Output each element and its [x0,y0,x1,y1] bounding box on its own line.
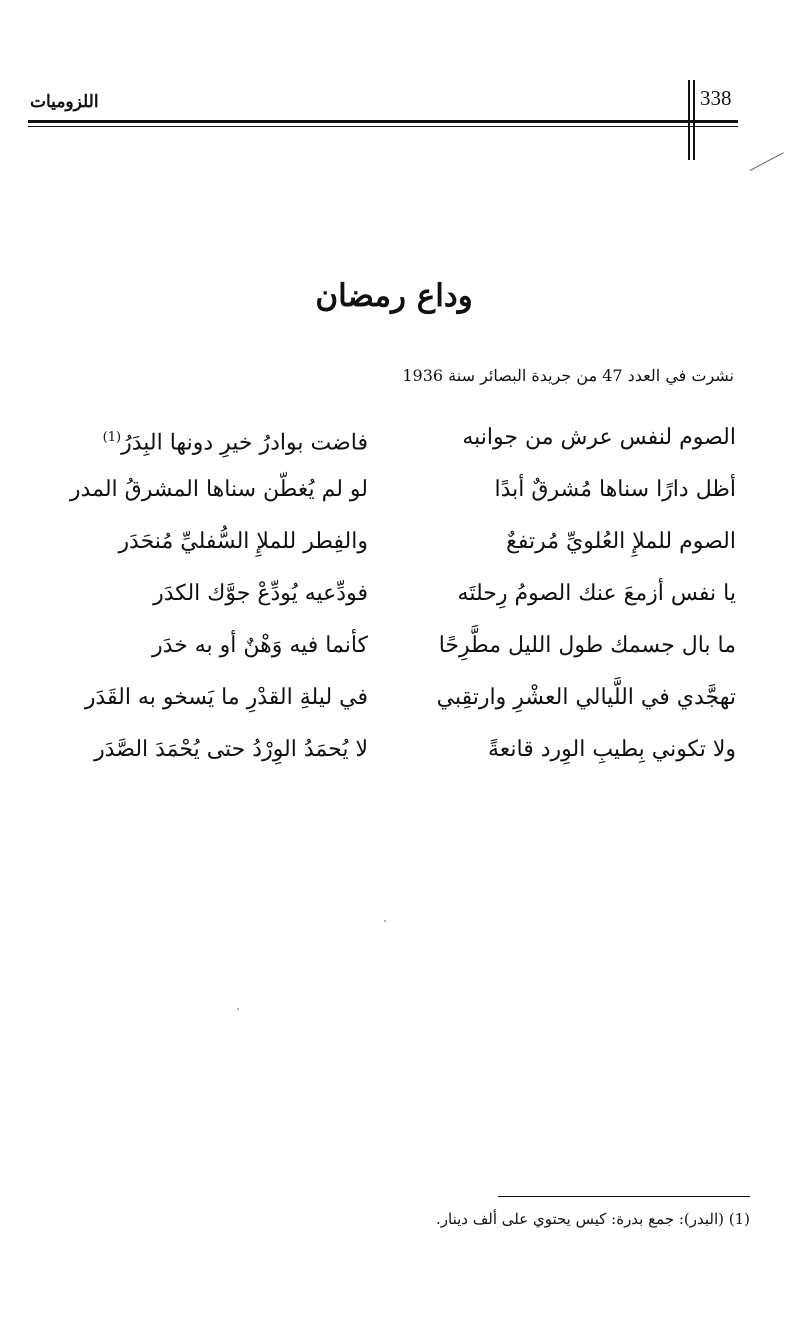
first-hemistich: ما بال جسمك طول الليل مطَّرِحًا [438,633,736,658]
second-hemistich [38,418,368,463]
verse [0,678,788,730]
verse [0,730,788,782]
verse [0,574,788,626]
second-hemistich: فودِّعيه يُودِّعْ جوَّك الكدَر [153,581,368,606]
stray-mark [750,152,784,171]
footnote: (1) (البدر): جمع بدرة: كيس يحتوي على ألف دينار. [436,1210,750,1228]
header-rule-thick [28,120,738,123]
verse [0,522,788,574]
verse [0,626,788,678]
verse [0,418,788,470]
header-rule-thin [28,126,738,127]
second-hemistich: في ليلةِ القدْرِ ما يَسخو به القَدَر [84,685,368,710]
header-vertical-bar [688,80,690,160]
first-hemistich: أظل دارًا سناها مُشرقٌ أبدًا [494,477,736,502]
scan-speck [384,920,386,922]
first-hemistich: تهجَّدي في اللَّيالي العشْرِ وارتقِبي [436,685,736,710]
first-hemistich: ولا تكوني بِطيبِ الوِرد قانعةً [487,737,736,762]
second-hemistich: كأنما فيه وَهْنٌ أو به خدَر [151,633,368,658]
first-hemistich: يا نفس أزمعَ عنك الصومُ رِحلتَه [457,581,736,606]
poem-title: وداع رمضان [315,278,473,314]
first-hemistich: الصوم للملإِ العُلويِّ مُرتفعٌ [506,529,736,554]
first-hemistich: الصوم لنفس عرش من جوانبه [462,425,736,450]
page-number: 338 [700,86,732,110]
hemistich-text: فاضت بوادرُ خيرِ دونها البِدَرُ [121,430,368,456]
verse [0,470,788,522]
second-hemistich: والفِطر للملإِ السُّفليِّ مُنحَدَر [118,529,368,554]
scan-speck [237,1008,239,1010]
running-header: اللزوميات [30,92,99,112]
footnote-rule [498,1196,750,1197]
second-hemistich: لا يُحمَدُ الوِرْدُ حتى يُحْمَدَ الصَّدَر [94,737,368,762]
footnote-marker: (1) [102,430,122,445]
source-note: نشرت في العدد 47 من جريدة البصائر سنة 1936 [402,366,734,385]
second-hemistich: لو لم يُغطّن سناها المشرقُ المدر [69,477,368,502]
header-vertical-bar [693,80,695,160]
